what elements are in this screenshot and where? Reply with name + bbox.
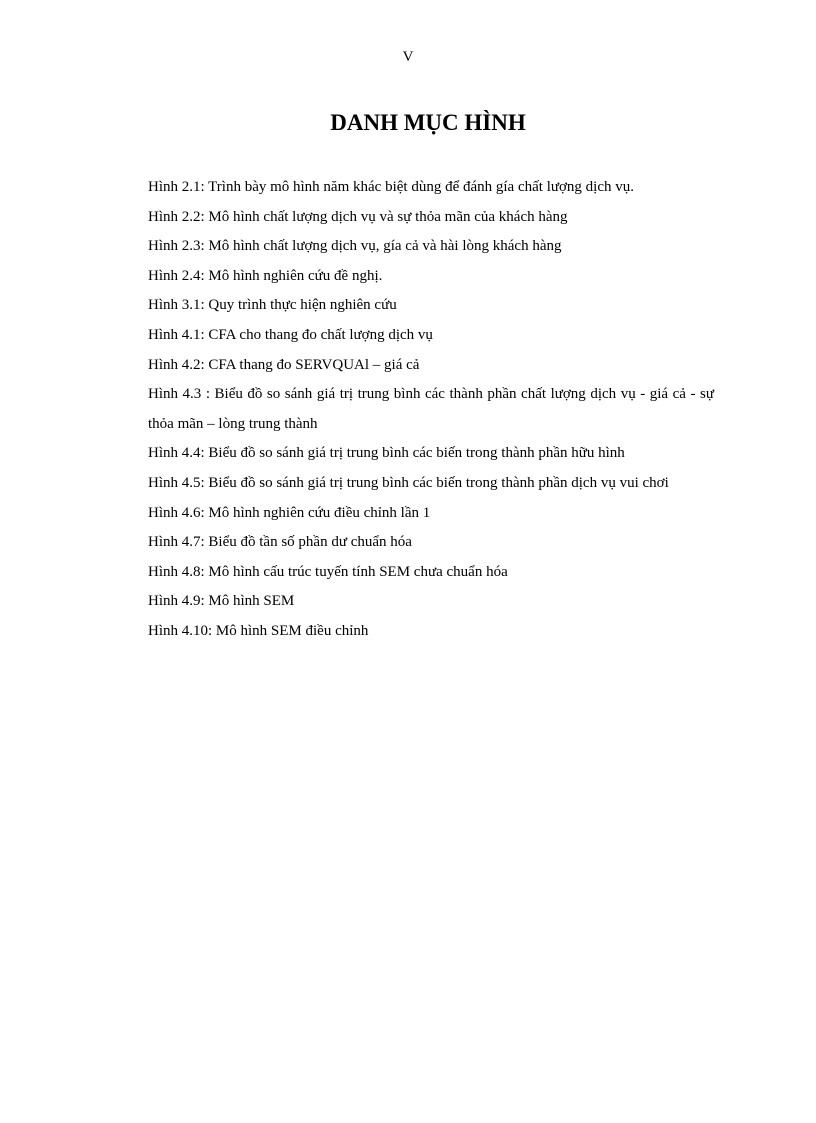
figure-list-item: Hình 2.1: Trình bày mô hình năm khác biệt dùng để đánh gía chất lượng dịch vụ. — [148, 179, 634, 195]
figure-list — [148, 173, 714, 647]
figure-list-item: Hình 2.2: Mô hình chất lượng dịch vụ và sự thỏa mãn của khách hàng — [148, 208, 568, 225]
page-number: V — [402, 49, 414, 65]
figure-list-item: Hình 2.4: Mô hình nghiên cứu đề nghị. — [148, 267, 383, 284]
figure-list-item: Hình 4.8: Mô hình cấu trúc tuyến tính SEM chưa chuẩn hóa — [148, 563, 508, 580]
figure-list-item: Hình 4.2: CFA thang đo SERVQUAl – giá cả — [148, 356, 420, 373]
figure-list-item: Hình 4.10: Mô hình SEM điều chỉnh — [148, 622, 369, 639]
figure-list-item: Hình 3.1: Quy trình thực hiện nghiên cứu — [148, 297, 397, 314]
figure-list-item: Hình 2.3: Mô hình chất lượng dịch vụ, gía cả và hài lòng khách hàng — [148, 238, 562, 255]
figure-list-item: Hình 4.3 : Biểu đồ so sánh giá trị trung bình các thành phần chất lượng dịch vụ - giá cả - sự thỏa mãn – lòng trung thành — [148, 386, 714, 432]
figure-list-item: Hình 4.6: Mô hình nghiên cứu điều chỉnh lần 1 — [148, 504, 431, 521]
page-title: DANH MỤC HÌNH — [330, 110, 526, 135]
figure-list-item: Hình 4.4: Biểu đồ so sánh giá trị trung bình các biến trong thành phần hữu hình — [148, 445, 625, 462]
figure-list-item: Hình 4.7: Biểu đồ tần số phần dư chuẩn hóa — [148, 534, 412, 551]
figure-list-item: Hình 4.9: Mô hình SEM — [148, 593, 295, 610]
figure-list-item: Hình 4.5: Biểu đồ so sánh giá trị trung bình các biến trong thành phần dịch vụ vui chơi — [148, 474, 669, 491]
figure-list-item: Hình 4.1: CFA cho thang đo chất lượng dịch vụ — [148, 326, 433, 343]
